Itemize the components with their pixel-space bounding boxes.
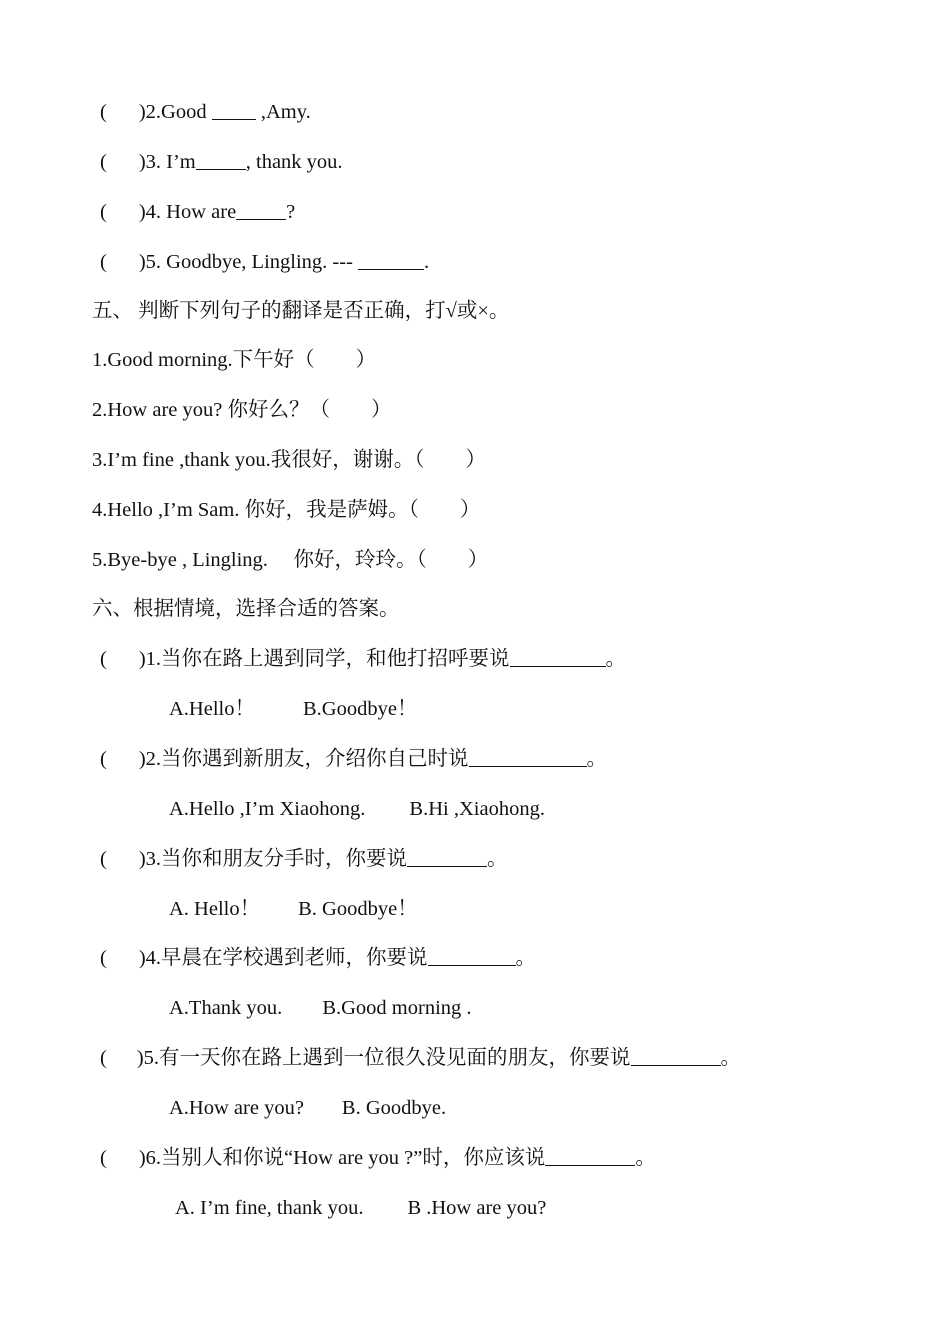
question-text: )1.当你在路上遇到同学，和他打招呼要说 (138, 648, 510, 670)
open-paren: ( (100, 1147, 107, 1169)
item-after-text: ? (286, 201, 296, 223)
s5-item-4: 4.Hello ,I’m Sam. 你好，我是萨姆。（ ） (92, 499, 481, 521)
option-b: B.Good morning . (322, 997, 472, 1019)
s4-item-2 (100, 99, 311, 125)
question-end: 。 (487, 848, 508, 870)
question-text: )2.当你遇到新朋友，介绍你自己时说 (138, 748, 469, 770)
answer-blank[interactable] (407, 846, 487, 867)
s6-question-2 (100, 746, 607, 772)
item-number-text: )5. Goodbye, Lingling. --- (138, 251, 359, 273)
option-b: B.Goodbye！ (302, 698, 418, 720)
answer-blank[interactable] (631, 1045, 721, 1066)
option-b: B. Goodbye. (341, 1097, 447, 1119)
answer-blank[interactable] (545, 1145, 635, 1166)
option-a: A.Hello！ (169, 698, 255, 720)
s4-item-3 (100, 149, 343, 175)
answer-blank[interactable] (469, 746, 587, 767)
question-end: 。 (586, 748, 608, 770)
s6-options-1 (169, 696, 417, 722)
open-paren: ( (100, 151, 107, 173)
option-a: A.Hello ,I’m Xiaohong. (169, 798, 366, 820)
section6-heading: 六、根据情境，选择合适的答案。 (92, 598, 400, 620)
open-paren: ( (100, 648, 107, 670)
answer-blank[interactable] (358, 249, 424, 270)
s4-item-4 (100, 199, 295, 225)
open-paren: ( (100, 201, 107, 223)
s6-options-6 (175, 1195, 546, 1221)
s6-question-4 (100, 945, 536, 971)
item-number-text: )3. I’m (138, 151, 196, 173)
s6-options-4 (169, 995, 472, 1021)
question-text: )4.早晨在学校遇到老师，你要说 (138, 947, 428, 969)
option-a: A. Hello！ (169, 898, 261, 920)
question-end: 。 (720, 1047, 742, 1069)
s6-options-2 (169, 796, 545, 822)
open-paren: ( (100, 1047, 107, 1069)
option-a: A. I’m fine, thank you. (175, 1197, 364, 1219)
s6-options-5 (169, 1095, 446, 1121)
s6-options-3 (169, 896, 418, 922)
question-end: 。 (605, 648, 627, 670)
answer-blank[interactable] (236, 199, 286, 220)
question-end: 。 (515, 947, 537, 969)
question-text: )6.当别人和你说“How are you ?”时，你应该说 (138, 1147, 546, 1169)
item-number-text: )4. How are (138, 201, 237, 223)
s5-item-1: 1.Good morning.下午好（ ） (92, 349, 377, 371)
answer-blank[interactable] (428, 945, 516, 966)
s5-item-2: 2.How are you? 你好么？（ ） (92, 399, 392, 421)
option-b: B .How are you? (407, 1197, 547, 1219)
s6-question-1 (100, 646, 626, 672)
s5-item-3: 3.I’m fine ,thank you.我很好，谢谢。（ ） (92, 449, 487, 471)
question-text: )3.当你和朋友分手时，你要说 (138, 848, 408, 870)
s5-item-5: 5.Bye-bye , Lingling. 你好，玲玲。（ ） (92, 549, 489, 571)
item-after-text: , thank you. (245, 151, 343, 173)
open-paren: ( (100, 947, 107, 969)
answer-blank[interactable] (212, 99, 256, 120)
open-paren: ( (100, 748, 107, 770)
option-b: B.Hi ,Xiaohong. (409, 798, 545, 820)
option-a: A.How are you? (169, 1097, 304, 1119)
option-a: A.Thank you. (169, 997, 283, 1019)
s6-question-5 (100, 1045, 741, 1071)
item-after-text: ,Amy. (255, 101, 311, 123)
answer-blank[interactable] (196, 149, 246, 170)
s6-question-3 (100, 846, 508, 872)
item-after-text: . (424, 251, 430, 273)
open-paren: ( (100, 251, 107, 273)
option-b: B. Goodbye！ (298, 898, 418, 920)
open-paren: ( (100, 848, 107, 870)
item-number-text: )2.Good (138, 101, 212, 123)
s4-item-5 (100, 249, 429, 275)
s6-question-6 (100, 1145, 656, 1171)
open-paren: ( (100, 101, 107, 123)
question-end: 。 (635, 1147, 656, 1169)
answer-blank[interactable] (510, 646, 606, 667)
question-text: )5.有一天你在路上遇到一位很久没见面的朋友，你要说 (136, 1047, 631, 1069)
section5-heading: 五、 判断下列句子的翻译是否正确，打√或×。 (92, 300, 510, 322)
